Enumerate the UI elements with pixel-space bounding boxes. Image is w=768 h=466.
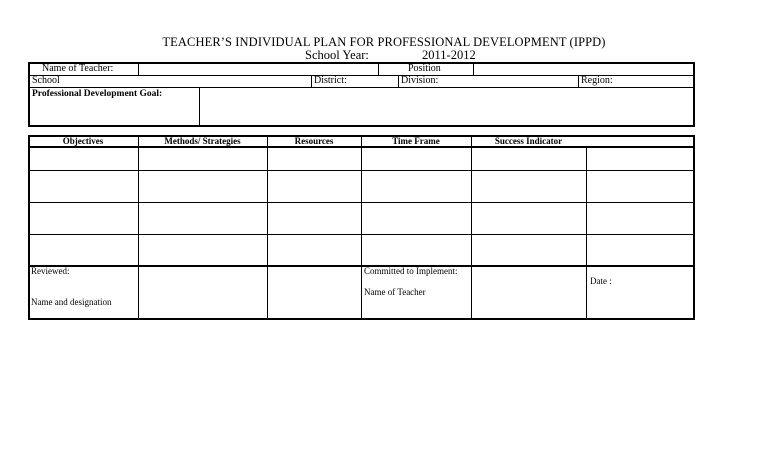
name-of-teacher-label: Name of Teacher: bbox=[42, 63, 114, 74]
plan-column-divider bbox=[267, 135, 268, 319]
info-top-border bbox=[28, 62, 695, 64]
committed-label: Committed to Implement: bbox=[364, 266, 458, 276]
development-plan-table bbox=[28, 135, 695, 319]
name-designation-label: Name and designation bbox=[31, 297, 112, 307]
info-divider bbox=[199, 87, 200, 125]
info-right-border bbox=[693, 62, 695, 126]
page-title: TEACHER’S INDIVIDUAL PLAN FOR PROFESSIONAL DEVELOPMENT (IPPD) bbox=[162, 35, 606, 49]
reviewed-label: Reviewed: bbox=[31, 266, 70, 276]
school-label: School bbox=[32, 75, 60, 86]
school-year-label: School Year: bbox=[305, 48, 369, 62]
teacher-info-block bbox=[28, 62, 695, 126]
info-divider bbox=[311, 75, 312, 87]
division-label: Division: bbox=[401, 75, 439, 86]
region-label: Region: bbox=[581, 75, 613, 86]
position-label: Position bbox=[408, 63, 441, 74]
info-bottom-border bbox=[28, 125, 695, 127]
column-header-methods: Methods/ Strategies bbox=[164, 136, 241, 146]
info-divider bbox=[378, 62, 379, 75]
plan-column-divider bbox=[586, 146, 587, 319]
plan-column-divider bbox=[138, 135, 139, 319]
school-year-value: 2011-2012 bbox=[422, 48, 476, 62]
info-left-border bbox=[28, 62, 30, 126]
info-divider bbox=[578, 75, 579, 87]
column-header-success-indicator: Success Indicator bbox=[494, 136, 563, 146]
column-header-objectives: Objectives bbox=[62, 136, 104, 146]
plan-column-divider bbox=[471, 135, 472, 319]
info-divider bbox=[473, 62, 474, 75]
plan-column-divider bbox=[361, 135, 362, 319]
info-divider bbox=[138, 62, 139, 75]
goal-label: Professional Development Goal: bbox=[32, 89, 163, 99]
plan-left-border bbox=[28, 135, 30, 319]
column-header-time-frame: Time Frame bbox=[392, 136, 440, 146]
plan-right-border bbox=[693, 135, 695, 319]
column-header-resources: Resources bbox=[294, 136, 334, 146]
date-label: Date : bbox=[590, 276, 612, 286]
district-label: District: bbox=[314, 75, 347, 86]
info-divider bbox=[398, 75, 399, 87]
name-of-teacher-sign-label: Name of Teacher bbox=[364, 287, 426, 297]
